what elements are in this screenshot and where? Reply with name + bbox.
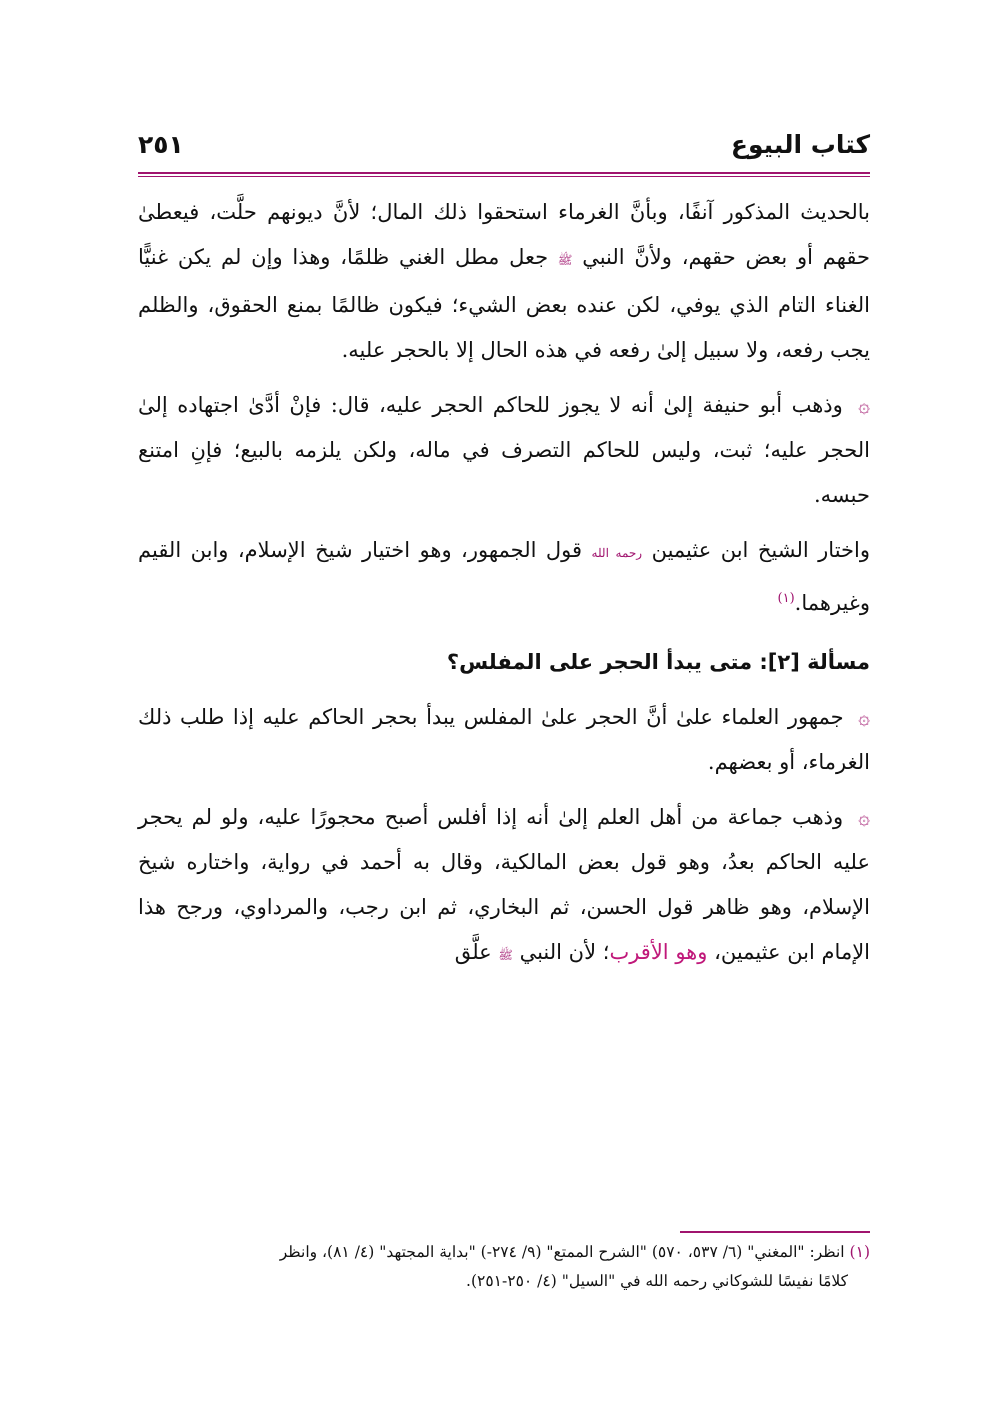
chapter-title: كتاب البيوع	[730, 130, 870, 159]
paragraph-4	[138, 695, 870, 785]
question-heading: مسألة [٢]: متى يبدأ الحجر على المفلس؟	[446, 650, 870, 674]
footnote-rule	[680, 1231, 870, 1233]
honorific-symbol: ﷺ	[498, 948, 513, 962]
paragraph-1-rest: جعل مطل الغني ظلمًا، وهذا وإن لم يكن غنيًّا الغناء التام الذي يوفي، لكن عنده بعض الشيء؛ فيكون ظالمًا بمنع الحقوق، والظلم يجب رفعه، ولا سبيل إلىٰ رفعه في هذه الحال إلا بالحجر عليه.	[138, 245, 870, 362]
honorific-symbol: رحمه الله	[591, 546, 643, 560]
footnote-text-1: انظر: "المغني" (٦/ ٥٣٧، ٥٧٠) "الشرح الممتع" (٩/ ٢٧٤-) "بداية المجتهد" (٤/ ٨١)، وانظر	[279, 1243, 845, 1261]
footnote	[138, 1238, 870, 1296]
footnote-line-2: كلامًا نفيسًا للشوكاني رحمه الله في "السيل" (٤/ ٢٥٠-٢٥١).	[466, 1272, 848, 1290]
highlighted-phrase: وهو الأقرب	[609, 940, 708, 964]
paragraph-1-text: بالحديث المذكور آنفًا، وبأنَّ الغرماء استحقوا ذلك المال؛ لأنَّ ديونهم حلَّت، فيعطىٰ حقهم أو بعض حقهم، ولأنَّ النبي	[138, 200, 870, 269]
flower-ornament-icon: ۞	[858, 393, 870, 417]
main-text	[138, 190, 870, 978]
paragraph-5-text-b: ؛ لأن النبي	[519, 940, 610, 964]
paragraph-5-text-c: علَّق	[454, 940, 492, 964]
paragraph-2	[138, 383, 870, 518]
header-rule-thin	[138, 176, 870, 177]
paragraph-4-text: جمهور العلماء علىٰ أنَّ الحجر علىٰ المفلس يبدأ بحجر الحاكم عليه إذا طلب ذلك الغرماء، أو بعضهم.	[138, 705, 870, 774]
page-header	[138, 126, 870, 170]
honorific-symbol: ﷺ	[557, 253, 573, 267]
paragraph-3-text-b: قول الجمهور، وهو اختيار شيخ الإسلام، وابن القيم وغيرهما.	[138, 538, 870, 615]
paragraph-5	[138, 795, 870, 978]
header-rule	[138, 172, 870, 174]
flower-ornament-icon: ۞	[858, 805, 870, 829]
flower-ornament-icon: ۞	[858, 705, 870, 729]
page-number: ٢٥١	[138, 130, 184, 159]
paragraph-3	[138, 528, 870, 626]
paragraph-1	[138, 190, 870, 373]
footnote-number: (١)	[849, 1243, 870, 1261]
paragraph-2-text: وذهب أبو حنيفة إلىٰ أنه لا يجوز للحاكم الحجر عليه، قال: فإنْ أدَّىٰ اجتهاده إلىٰ الحجر عليه؛ ثبت، وليس للحاكم التصرف في ماله، ولكن يلزمه بالبيع؛ فإنِ امتنع حبسه.	[138, 393, 870, 507]
paragraph-5-text-a: وذهب جماعة من أهل العلم إلىٰ أنه إذا أفلس أصبح محجورًا عليه، ولو لم يحجر عليه الحاكم بعدُ، وهو قول بعض المالكية، وقال به أحمد في رواية، واختاره شيخ الإسلام، وهو ظاهر قول الحسن، ثم البخاري، ثم ابن رجب، والمرداوي، ورجح هذا الإمام ابن عثيمين،	[138, 805, 870, 964]
paragraph-3-text-a: واختار الشيخ ابن عثيمين	[651, 538, 870, 562]
footnote-reference: (١)	[777, 591, 795, 606]
footnote-line-1	[138, 1238, 870, 1267]
